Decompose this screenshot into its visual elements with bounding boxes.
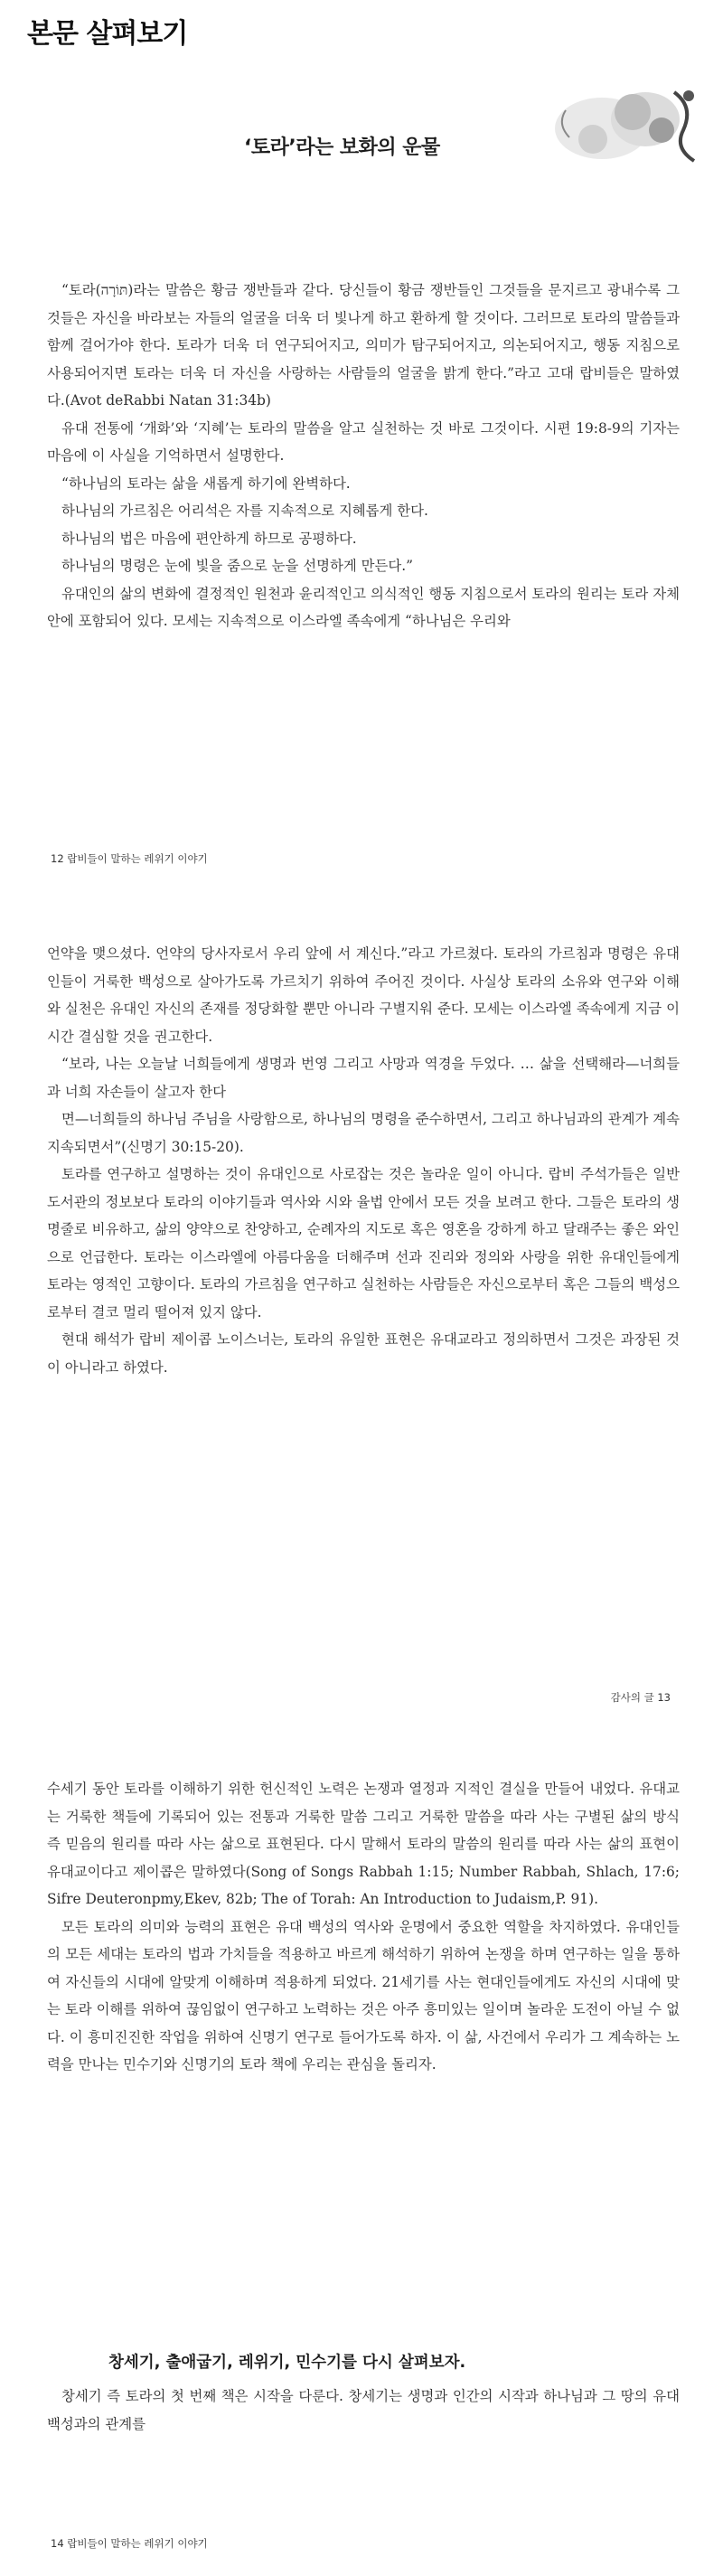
decorative-illustration [539,74,710,174]
quote-line: 하나님의 가르침은 어리석은 자를 지속적으로 지혜롭게 한다. [61,503,428,519]
page-13-body [47,940,680,1381]
page-14-body [47,1775,680,2079]
page-12-body [47,277,680,635]
quote-line: 하나님의 명령은 눈에 빛을 줌으로 눈을 선명하게 만든다.” [61,558,413,574]
paragraph: 면—너희들의 하나님 주님을 사랑함으로, 하나님의 명령을 준수하면서, 그리고 하나님과의 관계가 계속 지속되면서”(신명기 30:15-20). [47,1111,680,1155]
paragraph: “보라, 나는 오늘날 너희들에게 생명과 번영 그리고 사망과 역경을 두었다. … 삶을 선택해라—너희들과 너희 자손들이 살고자 한다 [47,1056,680,1100]
paragraph: 창세기 즉 토라의 첫 번째 책은 시작을 다룬다. 창세기는 생명과 인간의 시작과 하나님과 그 땅의 유대 백성과의 관계를 [47,2388,680,2432]
page-footer: 12 랍비들이 말하는 레위기 이야기 [51,852,208,865]
paragraph: 언약을 맺으셨다. 언약의 당사자로서 우리 앞에 서 계신다.”라고 가르쳤다. 토라의 가르침과 명령은 유대인들이 거룩한 백성으로 살아가도록 가르치기 위하여 주어진 것이다. 사실상 토라의 소유와 연구와 이해와 실천은 유대인 자신의 존재를 정당화할 뿐만 아니라 구별지워 준다. 모세는 이스라엘 족속에게 지금 이 시간 결심할 것을 권고한다. [47,945,680,1045]
paragraph: 현대 해석가 랍비 제이콥 노이스너는, 토라의 유일한 표현은 유대교라고 정의하면서 그것은 과장된 것이 아니라고 하였다. [47,1331,680,1376]
paragraph: 유대인의 삶의 변화에 결정적인 원천과 윤리적인고 의식적인 행동 지침으로서 토라의 원리는 토라 자체 안에 포함되어 있다. 모세는 지속적으로 이스라엘 족속에게 “하나님은 우리와 [47,585,680,629]
page-footer: 14 랍비들이 말하는 레위기 이야기 [51,2537,208,2550]
chapter-title: ‘토라’라는 보화의 운물 [244,136,440,159]
paragraph: 유대 전통에 ‘개화’와 ‘지혜’는 토라의 말씀을 알고 실천하는 것 바로 그것이다. 시편 19:8-9의 기자는 마음에 이 사실을 기억하면서 설명한다. [47,419,680,464]
paragraph: “토라(תּוֹרָה)라는 말씀은 황금 쟁반들과 같다. 당신들이 황금 쟁반들인 그것들을 문지르고 광내수록 그것들은 자신을 바라보는 자들의 얼굴을 더욱 더 빛나게 하고 환하게 할 것이다. 그러므로 토라의 말씀들과 함께 걸어가야 한다. 토라가 더욱 더 연구되어지고, 의미가 탐구되어지고, 의논되어지고, 행동 지침으로 사용되어지면 토라는 더욱 더 자신을 사랑하는 사람들의 얼굴을 밝게 한다.”라고 고대 랍비들은 말하였다.(Avot deRabbi Natan 31:34b) [47,282,680,409]
page-footer: 감사의 글 13 [610,1691,671,1704]
quote-line: 하나님의 법은 마음에 편안하게 하므로 공평하다. [61,530,357,547]
paragraph: 토라를 연구하고 설명하는 것이 유대인으로 사로잡는 것은 놀라운 일이 아니다. 랍비 주석가들은 일반 도서관의 정보보다 토라의 이야기들과 역사와 시와 율법 안에서 모든 것을 보려고 한다. 그들은 토라의 생명줄로 비유하고, 삶의 양약으로 찬양하고, 순례자의 지도로 혹은 영혼을 강하게 하고 달래주는 좋은 와인으로 언급한다. 토라는 이스라엘에 아름다움을 더해주며 선과 진리와 정의와 사랑을 위한 유대인들에게 토라는 영적인 고향이다. 토라의 가르침을 연구하고 실천하는 사람들은 자신으로부터 혹은 그들의 백성으로부터 결코 멀리 떨어져 있지 않다. [47,1166,680,1321]
page-14-body-continued [47,2383,680,2438]
paragraph: 수세기 동안 토라를 이해하기 위한 헌신적인 노력은 논쟁과 열정과 지적인 결실을 만들어 내었다. 유대교는 거룩한 책들에 기록되어 있는 전통과 거룩한 말씀 그리고 거룩한 말씀을 따라 사는 구별된 삶의 방식 즉 믿음의 원리를 따라 사는 삶으로 표현된다. 다시 말해서 토라의 말씀의 원리를 따라 사는 삶의 표현이 유대교이다고 제이콥은 말하였다(Song of Songs Rabbah 1:15; Number Rabbah, Shlach, 17:6; Sifre Deuteronpmy,Ekev, 82b; The of Torah: An Introduction to Judaism,P. 91). [47,1781,680,1907]
section-header: 본문 살펴보기 [27,18,188,50]
paragraph: 모든 토라의 의미와 능력의 표현은 유대 백성의 역사와 운명에서 중요한 역할을 차지하였다. 유대인들의 모든 세대는 토라의 법과 가치들을 적용하고 바르게 해석하기 위하여 논쟁을 하며 연구하는 일을 통하여 자신들의 시대에 알맞게 이해하며 적용하게 되었다. 21세기를 사는 현대인들에게도 자신의 시대에 맞는 토라 이해를 위하여 끊임없이 연구하고 노력하는 것은 아주 흥미있는 일이며 놀라운 도전이 아닐 수 없다. 이 흥미진진한 작업을 위하여 신명기 연구로 들어가도록 하자. 이 삶, 사건에서 우리가 그 계속하는 노력을 만나는 민수기와 신명기의 토라 책에 우리는 관심을 돌리자. [47,1918,680,2073]
section-subheading: 창세기, 출애굽기, 레위기, 민수기를 다시 살펴보자. [108,2354,466,2372]
quote-line: “하나님의 토라는 삶을 새롭게 하기에 완벽하다. [61,475,351,492]
